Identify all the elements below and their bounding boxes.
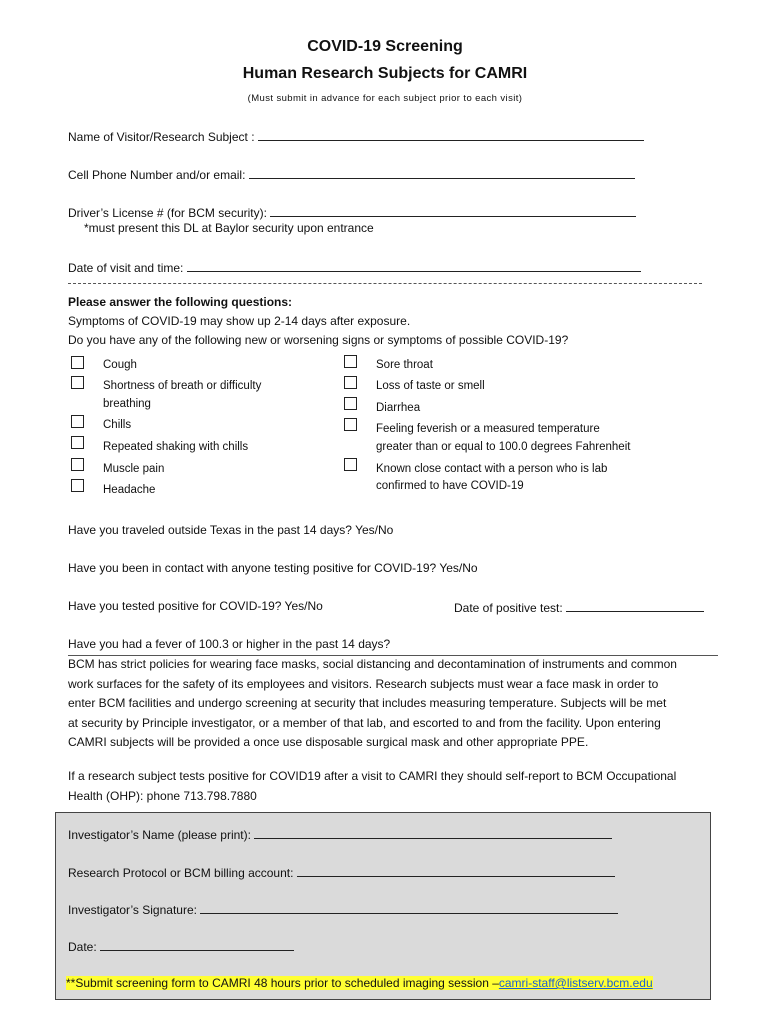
checkbox-chills[interactable] [71,415,84,428]
positive-date-label: Date of positive test: [454,601,563,615]
signature-label: Investigator’s Signature: [68,903,197,917]
phone-blank[interactable] [249,166,635,179]
phone-label: Cell Phone Number and/or email: [68,168,246,182]
symptom-close-contact: Known close contact with a person who is lab [376,463,608,475]
positive-date-field[interactable] [454,599,704,615]
name-blank[interactable] [258,128,644,141]
question-fever: Have you had a fever of 100.3 or higher in the past 14 days? [68,637,391,651]
reporting-paragraph [68,767,718,806]
checkbox-loss-of-taste[interactable] [344,376,357,389]
symptom-shortness-of-breath-cont: breathing [103,398,151,410]
submit-note-text: **Submit screening form to CAMRI 48 hours prior to scheduled imaging session – [66,976,499,990]
form-title: COVID-19 Screening [307,38,463,55]
questions-heading: Please answer the following questions: [68,295,293,309]
policy-line: at security by Principle investigator, or a member of that lab, and escorted to and from the facility. Upon entering [68,715,661,730]
reporting-line: Health (OHP): phone 713.798.7880 [68,788,257,803]
question-contact: Have you been in contact with anyone testing positive for COVID-19? Yes/No [68,561,478,575]
questions-intro-1: Symptoms of COVID-19 may show up 2-14 days after exposure. [68,314,411,328]
form-note: (Must submit in advance for each subject prior to each visit) [247,93,523,104]
positive-date-blank[interactable] [566,599,704,612]
symptom-sore-throat: Sore throat [376,359,433,371]
question-travel: Have you traveled outside Texas in the past 14 days? Yes/No [68,523,394,537]
investigator-name-blank[interactable] [254,826,612,839]
checkbox-feverish[interactable] [344,418,357,431]
reporting-line: If a research subject tests positive for COVID19 after a visit to CAMRI they should self-report to BCM Occupational [68,769,677,783]
checkbox-repeated-shaking[interactable] [71,436,84,449]
question-tested: Have you tested positive for COVID-19? Yes/No [68,599,323,613]
checkbox-sore-throat[interactable] [344,355,357,368]
policy-paragraph [68,655,718,753]
investigator-date-label: Date: [68,940,97,954]
signature-field[interactable] [68,901,618,917]
protocol-blank[interactable] [297,864,615,877]
symptom-diarrhea: Diarrhea [376,402,421,414]
name-field[interactable] [68,128,644,144]
symptom-cough: Cough [103,359,137,371]
symptom-close-contact-cont: confirmed to have COVID-19 [376,480,524,492]
checkbox-diarrhea[interactable] [344,397,357,410]
symptom-shortness-of-breath: Shortness of breath or difficulty [103,380,262,392]
signature-blank[interactable] [200,901,618,914]
checkbox-close-contact[interactable] [344,458,357,471]
symptom-feverish-cont: greater than or equal to 100.0 degrees Fahrenheit [376,441,631,453]
checkbox-muscle-pain[interactable] [71,458,84,471]
license-label: Driver’s License # (for BCM security): [68,206,267,220]
license-blank[interactable] [270,204,636,217]
investigator-date-field[interactable] [68,938,294,954]
checkbox-headache[interactable] [71,479,84,492]
staff-email-link[interactable]: camri-staff@listserv.bcm.edu [498,976,653,990]
date-blank[interactable] [187,259,641,272]
investigator-name-label: Investigator’s Name (please print): [68,828,251,842]
investigator-name-field[interactable] [68,826,612,842]
date-field[interactable] [68,259,641,275]
symptom-chills: Chills [103,419,132,431]
symptom-repeated-shaking: Repeated shaking with chills [103,441,249,453]
symptom-feverish: Feeling feverish or a measured temperature [376,423,600,435]
checkbox-shortness-of-breath[interactable] [71,376,84,389]
questions-intro-2: Do you have any of the following new or worsening signs or symptoms of possible COVID-19? [68,333,569,347]
investigator-date-blank[interactable] [100,938,294,951]
symptom-headache: Headache [103,484,156,496]
protocol-field[interactable] [68,864,615,880]
license-note: *must present this DL at Baylor security upon entrance [84,221,374,235]
policy-line: BCM has strict policies for wearing face masks, social distancing and decontamination of instruments and common [68,657,677,671]
submit-note [66,976,653,990]
protocol-label: Research Protocol or BCM billing account: [68,866,294,880]
symptom-loss-of-taste: Loss of taste or smell [376,380,485,392]
dashed-divider [68,283,702,284]
name-label: Name of Visitor/Research Subject : [68,130,255,144]
form-subtitle: Human Research Subjects for CAMRI [242,65,528,82]
policy-line: CAMRI subjects will be provided a once use disposable surgical mask and other appropriate PPE. [68,735,589,749]
policy-line: enter BCM facilities and undergo screening at security that includes measuring temperature. Subjects will be met [68,696,667,710]
policy-line: work surfaces for the safety of its employees and visitors. Research subjects must wear a face mask in order to [68,676,659,691]
checkbox-cough[interactable] [71,356,84,369]
license-field[interactable] [68,204,636,220]
symptom-muscle-pain: Muscle pain [103,463,165,475]
phone-field[interactable] [68,166,635,182]
date-label: Date of visit and time: [68,261,184,275]
